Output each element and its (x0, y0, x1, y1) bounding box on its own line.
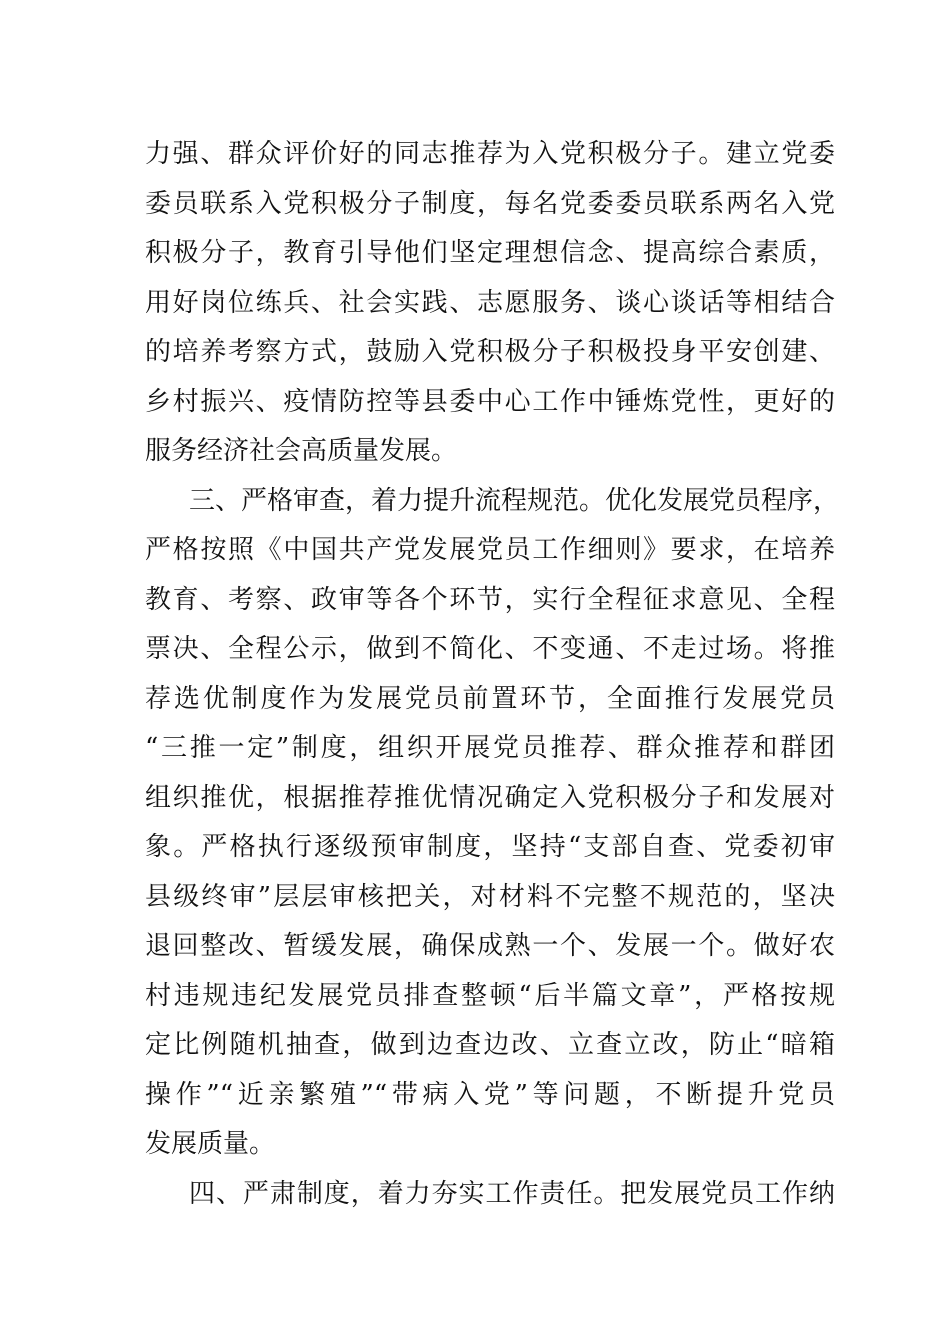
paragraph-line: 委员联系入党积极分子制度，每名党委委员联系两名入党 (145, 188, 835, 219)
paragraph-line: 村违规违纪发展党员排查整顿“后半篇文章”，严格按规 (145, 980, 835, 1011)
paragraph-line: 象。严格执行逐级预审制度，坚持“支部自查、党委初审 (145, 832, 835, 862)
paragraph-line: 的培养考察方式，鼓励入党积极分子积极投身平安创建、 (145, 337, 835, 367)
paragraph-line: 用好岗位练兵、社会实践、志愿服务、谈心谈话等相结合 (145, 287, 835, 318)
paragraph-section-three (145, 477, 840, 1170)
section-three-heading-line: 三、严格审查，着力提升流程规范。优化发展党员程序， (189, 485, 840, 516)
paragraph-line: 荐选优制度作为发展党员前置环节，全面推行发展党员 (145, 683, 835, 714)
paragraph-line: 发展质量。 (145, 1129, 276, 1159)
paragraph-line: 严格按照《中国共产党发展党员工作细则》要求，在培养 (145, 535, 835, 565)
paragraph-line: 积极分子，教育引导他们坚定理想信念、提高综合素质， (145, 238, 835, 268)
paragraph-line: 定比例随机抽查，做到边查边改、立查立改，防止“暗箱 (145, 1030, 835, 1060)
paragraph-line: 县级终审”层层审核把关，对材料不完整不规范的，坚决 (145, 881, 835, 912)
paragraph-line: 服务经济社会高质量发展。 (145, 436, 458, 466)
section-four-heading-line: 四、严肃制度，着力夯实工作责任。把发展党员工作纳 (189, 1178, 835, 1209)
paragraph-line: 力强、群众评价好的同志推荐为入党积极分子。建立党委 (145, 139, 835, 169)
paragraph-line: 组织推优，根据推荐推优情况确定入党积极分子和发展对 (145, 782, 835, 813)
paragraph-line: 操作”“近亲繁殖”“带病入党”等问题，不断提升党员 (145, 1079, 835, 1110)
paragraph-line: 票决、全程公示，做到不简化、不变通、不走过场。将推 (145, 634, 835, 664)
document-body (145, 130, 840, 1219)
paragraph-line: 退回整改、暂缓发展，确保成熟一个、发展一个。做好农 (145, 931, 835, 961)
paragraph-line: “三推一定”制度，组织开展党员推荐、群众推荐和群团 (145, 733, 835, 763)
paragraph-line: 乡村振兴、疫情防控等县委中心工作中锤炼党性，更好的 (145, 386, 835, 417)
paragraph-line: 教育、考察、政审等各个环节，实行全程征求意见、全程 (145, 584, 835, 615)
paragraph-continued (145, 130, 835, 477)
paragraph-section-four (145, 1170, 835, 1220)
